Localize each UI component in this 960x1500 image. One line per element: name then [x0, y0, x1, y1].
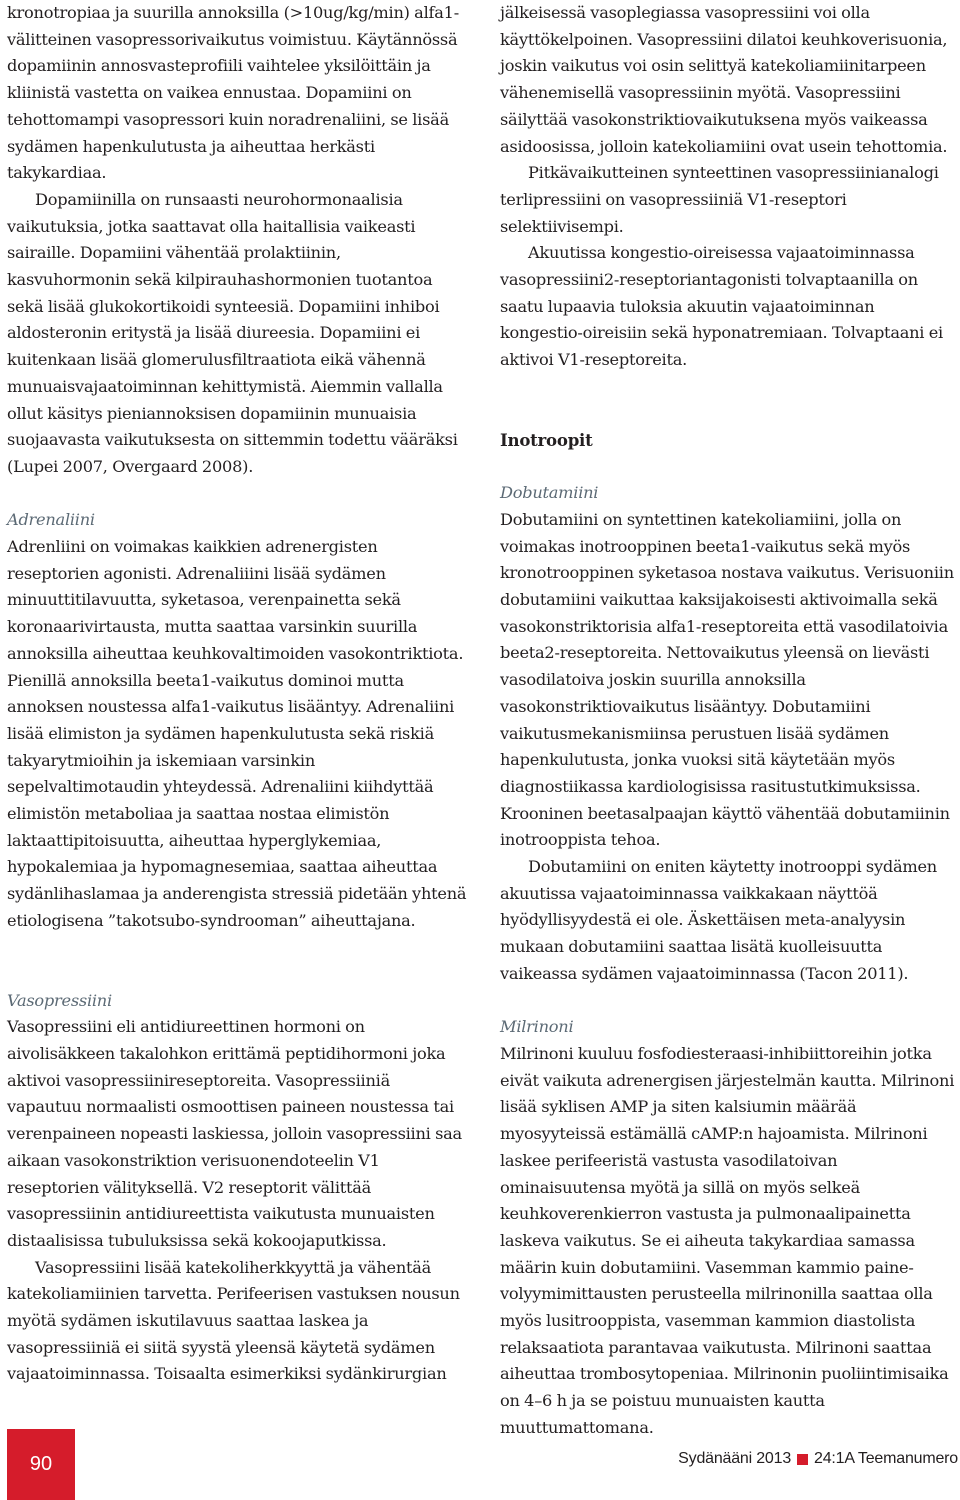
page-number-box [7, 1429, 75, 1500]
inotroopit-heading: Inotroopit [500, 429, 593, 450]
milrinoni-heading: Milrinoni [500, 1017, 574, 1037]
left-paragraph-4: Vasopressiini eli antidiureettinen hormoni on aivolisäkkeen takalohkon erittämä peptidihormoni joka aktivoi vasopressiinireseptoreita. Vasopressiiniä vapautuu normaalisti osmoottisen paineen noustessa tai verenpaineen nopeasti laskiessa, jolloin vasopressiini saa aikaan vasokonstriktion verisuonendoteelin V1 reseptorien välityksellä. V2 reseptorit välittää vasopressiinin antidiureettista vaikutusta munuaisten distaalisissa tubuluksissa sekä kokoojaputkissa. [7, 1017, 462, 1250]
dobutamiini-heading: Dobutamiini [500, 483, 599, 503]
left-paragraph-5: Vasopressiini lisää katekoliherkkyyttä ja vähentää katekoliamiinien tarvetta. Perifeerisen vastuksen nousun myötä sydämen iskutilavuus saattaa laskea ja vasopressiiniä ei siitä syystä yleensä käytetä sydämen vajaatoiminnassa. Toisaalta esimerkiksi sydänkirurgian [7, 1257, 460, 1384]
right-paragraph-3: Akuutissa kongestio-oireisessa vajaatoiminnassa vasopressiini2-reseptoriantagonisti tolvaptaanilla on saatu lupaavia tuloksia akuutin vajaatoiminnan kongestio-oireisiin sekä hyponatremiaan. Tolvaptaani ei aktivoi V1-reseptoreita. [500, 243, 943, 370]
right-paragraph-4: Dobutamiini on syntettinen katekoliamiini, jolla on voimakas inotrooppinen beeta1-vaikutus sekä myös kronotrooppinen syketasoa nostava vaikutus. Verisuoniin dobutamiini vaikuttaa kaksijakoisesti aktivoimalla sekä vasokonstriktorisia alfa1-reseptoreita että vasodilatoivia beeta2-reseptoreita. Nettovaikutus yleensä on lievästi vasodilatoiva joskin suurilla annoksilla vasokonstriktiovaikutus lisääntyy. Dobutamiini vaikutusmekanismiinsa perustuen lisää sydämen hapenkulutusta, jonka vuoksi sitä käytetään myös diagnostiikassa kardiologisissa rasitustutkimuksissa. Krooninen beetasalpaajan käyttö vähentää dobutamiinin inotrooppista tehoa. [500, 509, 954, 850]
left-column [7, 0, 467, 1388]
adrenaliini-heading: Adrenaliini [7, 510, 95, 530]
left-paragraph-2: Dopamiinilla on runsaasti neurohormonaalisia vaikutuksia, jotka saattavat olla haitallisia vaikeasti sairaille. Dopamiini vähentää prolaktiinin, kasvuhormonin sekä kilpirauhashormonien tuotantoa sekä lisää glukokortikoidi synteesiä. Dopamiini inhiboi aldosteronin eritystä ja lisää diureesia. Dopamiini ei kuitenkaan lisää glomerulusfiltraatiota eikä vähennä munuaisvajaatoiminnan kehittymistä. Aiemmin vallalla ollut käsitys pieniannoksisen dopamiinin munuaisia suojaavasta vaikutuksesta on sittemmin todettu vääräksi (Lupei 2007, Overgaard 2008). [7, 189, 458, 476]
right-paragraph-6: Milrinoni kuuluu fosfodiesteraasi-inhibiittoreihin jotka eivät vaikuta adrenergisen järjestelmän kautta. Milrinoni lisää syklisen AMP ja siten kalsiumin määrää myosyyteissä estämällä cAMP:n hajoamista. Milrinoni laskee perifeeristä vastusta vasodilatoivan ominaisuutensa myötä ja sillä on myös selkeä keuhkoverenkierron vastusta ja pulmonaalipainetta laskeva vaikutus. Se ei aiheuta takykardiaa samassa määrin kuin dobutamiini. Vasemman kammio paine-volyymimittausten perusteella milrinonilla saattaa olla myös lusitrooppista, vasemman kammion diastolista relaksaatiota parantavaa vaikutusta. Milrinoni saattaa aiheuttaa trombosytopeniaa. Milrinonin puoliintimisaika on 4–6 h ja se poistuu munuaisten kautta muuttumattomana. [500, 1043, 955, 1437]
right-paragraph-5: Dobutamiini on eniten käytetty inotrooppi sydämen akuutissa vajaatoiminnassa vaikkakaan näyttöä hyödyllisyydestä ei ole. Äskettäisen meta-analyysin mukaan dobutamiini saattaa lisätä kuolleisuutta vaikeassa sydämen vajaatoiminnassa (Tacon 2011). [500, 857, 937, 983]
journal-name: Sydänääni 2013 [678, 1450, 792, 1467]
right-paragraph-1: jälkeisessä vasoplegiassa vasopressiini voi olla käyttökelpoinen. Vasopressiini dilatoi keuhkoverisuonia, joskin vaikutus voi osin selittyä katekoliamiinitarpeen vähenemisellä vasopressiinin myötä. Vasopressiini säilyttää vasokonstriktiovaikutuksena myös vaikeassa asidoosissa, jolloin katekoliamiini ovat usein tehottomia. [500, 3, 948, 156]
right-column [500, 0, 960, 1442]
vasopressiini-heading: Vasopressiini [7, 990, 112, 1010]
issue-label: 24:1A Teemanumero [814, 1450, 958, 1467]
page-number: 90 [29, 1453, 53, 1475]
right-paragraph-2: Pitkävaikutteinen synteettinen vasopressiinianalogi terlipressiini on vasopressiiniä V1-reseptori selektiivisempi. [500, 163, 939, 236]
left-paragraph-1: kronotropiaa ja suurilla annoksilla (>10ug/kg/min) alfa1-välitteinen vasopressorivaikutus voimistuu. Käytännössä dopamiinin annosvasteprofiili vaihtelee yksilöittäin ja kliinistä vastetta on vaikea ennustaa. Dopamiini on tehottomampi vasopressori kuin noradrenaliini, se lisää sydämen hapenkulutusta ja aiheuttaa herkästi takykardiaa. [7, 3, 459, 183]
red-square-icon [797, 1454, 808, 1465]
footer-journal-info [678, 1450, 958, 1468]
left-paragraph-3: Adrenliini on voimakas kaikkien adrenergisten reseptorien agonisti. Adrenaliiini lisää sydämen minuuttitilavuutta, syketasoa, verenpainetta sekä koronaarivirtausta, mutta saattaa varsinkin suurilla annoksilla aiheuttaa keuhkovaltimoiden vasokontriktiota. Pienillä annoksilla beeta1-vaikutus dominoi mutta annoksen noustessa alfa1-vaikutus lisääntyy. Adrenaliini lisää elimiston ja sydämen hapenkulutusta sekä riskiä takyarytmioihin ja iskemiaan varsinkin sepelvaltimotaudin yhteydessä. Adrenaliini kiihdyttää elimistön metaboliaa ja saattaa nostaa elimistön laktaattipitoisuutta, aiheuttaa hyperglykemiaa, hypokalemiaa ja hypomagnesemiaa, saattaa aiheuttaa sydänlihaslamaa ja anderengista stressiä pidetään yhtenä etiologisena ”takotsubo-syndrooman” aiheuttajana. [7, 537, 467, 930]
